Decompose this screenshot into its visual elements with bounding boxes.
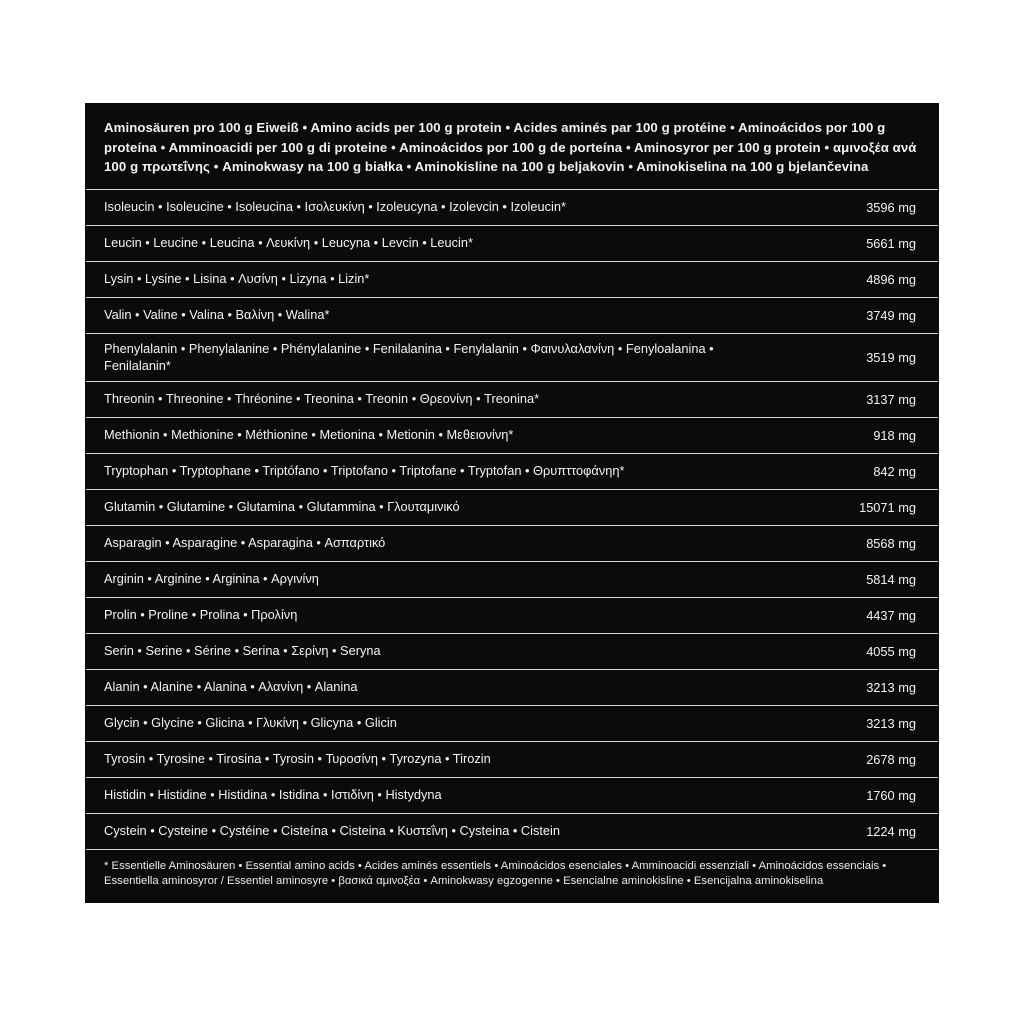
amino-acid-name: Glutamin • Glutamine • Glutamina • Glutammina • Γλουταμινικό: [104, 499, 460, 515]
amino-acid-name: Lysin • Lysine • Lisina • Λυσίνη • Lizyna • Lizin*: [104, 271, 370, 287]
table-row: [86, 189, 938, 225]
amino-acid-name: Prolin • Proline • Prolina • Προλίνη: [104, 607, 298, 623]
amino-acid-name: Serin • Serine • Sérine • Serina • Σερίνη • Seryna: [104, 643, 381, 659]
table-row: [86, 741, 938, 777]
table-row: [86, 669, 938, 705]
amino-acid-name: Valin • Valine • Valina • Βαλίνη • Walina*: [104, 307, 330, 323]
amino-acid-table: [86, 189, 938, 849]
amino-acid-value: 918 mg: [873, 427, 916, 443]
amino-acid-name: Arginin • Arginine • Arginina • Αργινίνη: [104, 571, 319, 587]
amino-acid-value: 3213 mg: [866, 679, 916, 695]
amino-acid-value: 4437 mg: [866, 607, 916, 623]
amino-acid-value: 4896 mg: [866, 271, 916, 287]
amino-acid-value: 1224 mg: [866, 823, 916, 839]
amino-acid-value: 3519 mg: [866, 349, 916, 365]
table-row: [86, 489, 938, 525]
table-row: [86, 225, 938, 261]
essential-amino-acids-footnote: * Essentielle Aminosäuren • Essential amino acids • Acides aminés essentiels • Aminoácidos esenciales • Amminoacidi essenziali • Aminoácidos essenciais • Essentiella aminosyror / Essentiel aminosyre • βασικά αμινοξέα • Aminokwasy egzogenne • Esencialne aminokisline • Esencijalna aminokiselina: [86, 849, 938, 900]
table-row: [86, 453, 938, 489]
table-row: [86, 813, 938, 849]
amino-acid-name: Leucin • Leucine • Leucina • Λευκίνη • Leucyna • Levcin • Leucin*: [104, 235, 473, 251]
amino-acid-value: 2678 mg: [866, 751, 916, 767]
amino-acid-value: 8568 mg: [866, 535, 916, 551]
amino-acid-value: 4055 mg: [866, 643, 916, 659]
amino-acid-value: 842 mg: [873, 463, 916, 479]
table-row: [86, 561, 938, 597]
table-row: [86, 417, 938, 453]
amino-acid-value: 5814 mg: [866, 571, 916, 587]
table-row: [86, 333, 938, 381]
amino-acid-value: 3596 mg: [866, 199, 916, 215]
amino-acid-value: 3137 mg: [866, 391, 916, 407]
amino-acid-name: Methionin • Methionine • Méthionine • Metionina • Metionin • Μεθειονίνη*: [104, 427, 514, 443]
table-row: [86, 777, 938, 813]
amino-acid-value: 3749 mg: [866, 307, 916, 323]
table-row: [86, 261, 938, 297]
amino-acid-name: Histidin • Histidine • Histidina • Istidina • Ιστιδίνη • Histydyna: [104, 787, 442, 803]
table-row: [86, 525, 938, 561]
table-row: [86, 597, 938, 633]
label-header: Aminosäuren pro 100 g Eiweiß • Amino acids per 100 g protein • Acides aminés par 100 g protéine • Aminoácidos por 100 g proteína • Amminoacidi per 100 g di proteine • Aminoácidos por 100 g de porteína • Aminosyror per 100 g protein • αμινοξέα ανά 100 g πρωτεΐνης • Aminokwasy na 100 g białka • Aminokisline na 100 g beljakovin • Aminokiselina na 100 g bjelančevina: [104, 120, 917, 174]
table-row: [86, 381, 938, 417]
amino-acid-value: 5661 mg: [866, 235, 916, 251]
amino-acid-name: Alanin • Alanine • Alanina • Αλανίνη • Alanina: [104, 679, 358, 695]
nutrition-label-panel: [86, 104, 938, 902]
amino-acid-name: Phenylalanin • Phenylalanine • Phénylalanine • Fenilalanina • Fenylalanin • Φαινυλαλανίνη • Fenyloalanina • Fenilalanin*: [104, 340, 714, 373]
amino-acid-name: Glycin • Glycine • Glicina • Γλυκίνη • Glicyna • Glicin: [104, 715, 397, 731]
amino-acid-name: Cystein • Cysteine • Cystéine • Cisteína • Cisteina • Κυστεΐνη • Cysteina • Cistein: [104, 823, 561, 839]
table-row: [86, 297, 938, 333]
amino-acid-name: Asparagin • Asparagine • Asparagina • Ασπαρτικό: [104, 535, 386, 551]
amino-acid-name: Threonin • Threonine • Thréonine • Treonina • Treonin • Θρεονίνη • Treonina*: [104, 391, 540, 407]
amino-acid-name: Isoleucin • Isoleucine • Isoleucina • Ισολευκίνη • Izoleucyna • Izolevcin • Izoleucin*: [104, 199, 566, 215]
amino-acid-value: 1760 mg: [866, 787, 916, 803]
amino-acid-value: 3213 mg: [866, 715, 916, 731]
amino-acid-value: 15071 mg: [859, 499, 916, 515]
table-row: [86, 705, 938, 741]
amino-acid-name: Tryptophan • Tryptophane • Triptófano • Triptofano • Triptofane • Tryptofan • Θρυπττοφάνηη*: [104, 463, 625, 479]
table-row: [86, 633, 938, 669]
amino-acid-name: Tyrosin • Tyrosine • Tirosina • Tyrosin • Τυροσίνη • Tyrozyna • Tirozin: [104, 751, 491, 767]
